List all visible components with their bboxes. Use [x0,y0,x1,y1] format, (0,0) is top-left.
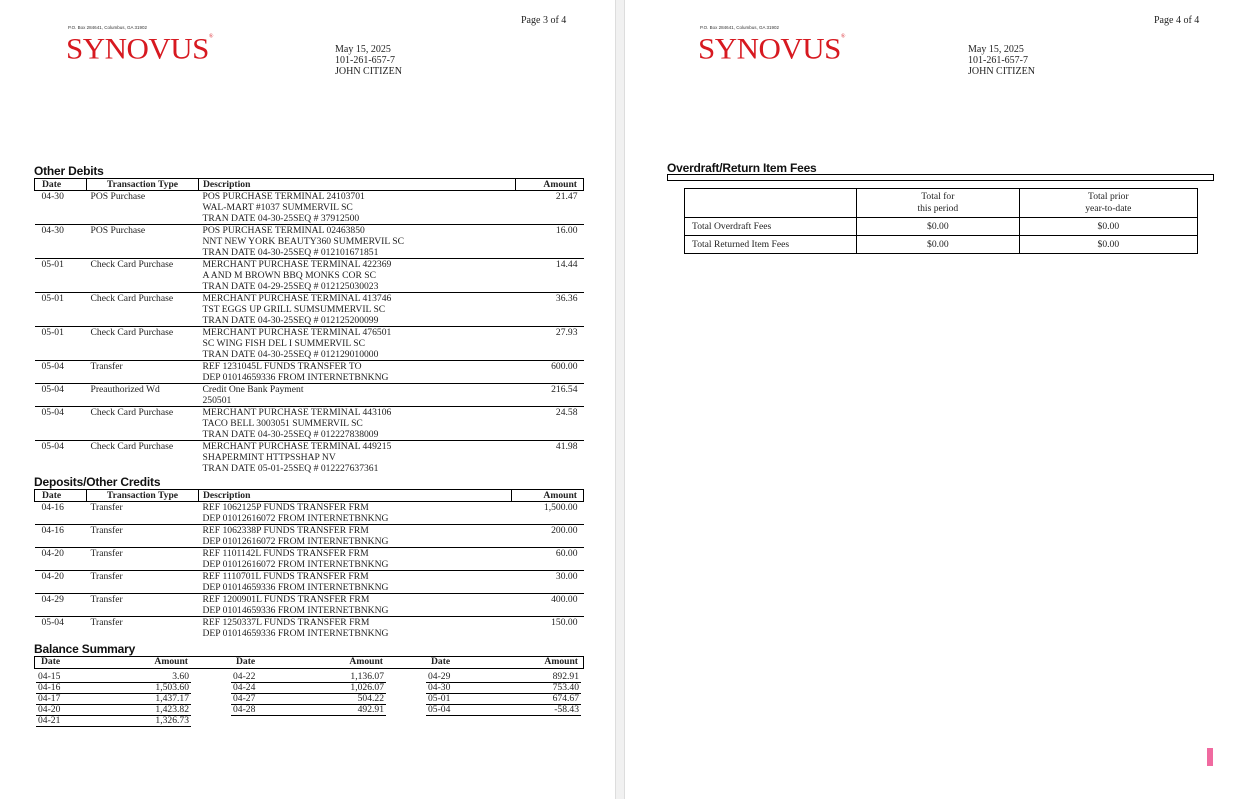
description-line: REF 1062338P FUNDS TRANSFER FRM [202,525,369,536]
fees-title: Overdraft/Return Item Fees [667,161,817,175]
balance-amount: 3.60 [172,671,189,682]
table-row [35,225,584,259]
statement-meta [335,44,402,77]
description-line: TST EGGS UP GRILL SUMSUMMERVIL SC [202,304,386,315]
row-type: Transfer [87,361,199,384]
page-edge-mark [1207,748,1213,766]
table-row [35,441,584,475]
description-line: REF 1062125P FUNDS TRANSFER FRM [202,502,369,513]
synovus-logo: SYNOVUS® [698,31,845,66]
page-number: Page 4 of 4 [1154,15,1200,26]
description-line: TRAN DATE 04-30-25SEQ # 012101671851 [202,247,379,258]
balance-amount: 674.67 [552,693,579,704]
bank-address: P.O. Box 284641, Columbus, GA 31902 [68,25,147,30]
row-amount: 1,500.00 [512,502,584,525]
page-separator [615,0,625,799]
table-row [35,327,584,361]
table-row [35,502,584,525]
col-amount: Amount [154,656,188,667]
fees-header-bar [667,174,1214,181]
row-date: 05-01 [35,327,87,361]
row-amount: 24.58 [516,407,584,441]
row-description [199,441,516,475]
row-amount: 150.00 [551,617,578,628]
description-line: REF 1101142L FUNDS TRANSFER FRM [202,548,369,559]
account-holder: JOHN CITIZEN [335,66,402,77]
row-type: Transfer [90,617,123,628]
description-line: MERCHANT PURCHASE TERMINAL 413746 [202,293,392,304]
row-type: POS Purchase [87,225,199,259]
row-description [199,191,516,225]
row-description [199,293,516,327]
account-holder: JOHN CITIZEN [968,66,1035,77]
synovus-logo: SYNOVUS® [66,31,213,66]
row-type: Transfer [87,502,199,525]
row-amount: 600.00 [516,361,584,384]
balance-amount: 753.40 [552,682,579,693]
col-amount: Amount [512,490,584,502]
balance-date: 04-22 [233,671,256,682]
row-type: Transfer [87,525,199,548]
description-line: POS PURCHASE TERMINAL 02463850 [202,225,365,236]
balance-row [231,705,386,716]
row-description [199,361,516,384]
row-amount: 27.93 [516,327,584,361]
balance-date: 05-01 [428,693,451,704]
table-row [35,384,584,407]
balance-header [34,656,584,669]
row-type: Check Card Purchase [90,441,174,452]
description-line: DEP 01012616072 FROM INTERNETBNKNG [202,536,389,547]
balance-date: 05-04 [428,704,451,715]
balance-amount: 892.91 [552,671,579,682]
row-amount: 16.00 [516,225,584,259]
row-description [199,225,516,259]
row-amount: 14.44 [516,259,584,293]
table-row [35,548,584,571]
col-type: Transaction Type [87,490,199,502]
col-amount: Amount [544,656,578,667]
balance-date: 04-17 [38,693,61,704]
statement-meta [968,44,1035,77]
row-type: Check Card Purchase [87,293,199,327]
table-row [35,594,584,617]
balance-amount: 1,136.07 [350,671,384,682]
description-line: 250501 [202,395,232,406]
row-amount: 41.98 [555,441,578,452]
balance-date: 04-29 [428,671,451,682]
balance-amount: 504.22 [357,693,384,704]
row-date: 05-01 [35,293,87,327]
col-date: Date [35,179,87,191]
table-row [35,571,584,594]
balance-date: 04-27 [233,693,256,704]
description-line: MERCHANT PURCHASE TERMINAL 443106 [202,407,392,418]
balance-date: 04-21 [38,715,61,726]
row-date: 04-20 [35,548,87,571]
description-line: A AND M BROWN BBQ MONKS COR SC [202,270,377,281]
col-date: Date [41,656,61,667]
description-line: TRAN DATE 04-30-25SEQ # 012125200099 [202,315,379,326]
statement-date: May 15, 2025 [335,44,391,55]
row-date: 04-20 [35,571,87,594]
balance-date: 04-16 [38,682,61,693]
row-date: 04-16 [35,502,87,525]
row-type: Transfer [87,548,199,571]
description-line: TRAN DATE 04-30-25SEQ # 012129010000 [202,349,379,360]
row-date: 04-29 [35,594,87,617]
description-line: TRAN DATE 04-30-25SEQ # 37912500 [202,213,360,224]
balance-amount: 1,423.82 [155,704,189,715]
balance-amount: -58.43 [554,704,579,715]
row-description [199,594,512,617]
balance-row [36,716,191,727]
description-line: DEP 01014659336 FROM INTERNETBNKNG [202,628,389,639]
balance-amount: 1,503.60 [155,682,189,693]
row-type: Check Card Purchase [87,327,199,361]
description-line: POS PURCHASE TERMINAL 24103701 [202,191,365,202]
account-number: 101-261-657-7 [968,55,1028,66]
fee-row: Total Overdraft Fees $0.00 $0.00 [685,218,1198,236]
description-line: NNT NEW YORK BEAUTY360 SUMMERVIL SC [202,236,405,247]
row-type: Check Card Purchase [87,407,199,441]
col-date: Date [431,656,451,667]
table-row [35,407,584,441]
deposits-table [34,489,584,639]
description-line: DEP 01014659336 FROM INTERNETBNKNG [202,372,389,383]
table-row [35,525,584,548]
other-debits-title: Other Debits [34,164,104,178]
table-row [35,191,584,225]
row-description [199,384,516,407]
balance-amount: 492.91 [357,704,384,715]
row-description [199,617,512,640]
row-amount: 30.00 [512,571,584,594]
description-line: REF 1110701L FUNDS TRANSFER FRM [202,571,369,582]
deposits-title: Deposits/Other Credits [34,475,161,489]
col-amount: Amount [516,179,584,191]
description-line: SHAPERMINT HTTPSSHAP NV [202,452,336,463]
statement-page-4 [625,0,1250,799]
balance-summary-title: Balance Summary [34,642,136,656]
description-line: REF 1200901L FUNDS TRANSFER FRM [202,594,370,605]
description-line: DEP 01012616072 FROM INTERNETBNKNG [202,513,389,524]
fees-table [684,188,1198,254]
row-amount: 400.00 [512,594,584,617]
balance-date: 04-30 [428,682,451,693]
row-date: 04-30 [35,191,87,225]
table-row [35,617,584,640]
row-type: Preauthorized Wd [87,384,199,407]
col-period: Total for this period [857,189,1020,218]
description-line: MERCHANT PURCHASE TERMINAL 422369 [202,259,392,270]
row-type: Transfer [87,571,199,594]
table-row [35,361,584,384]
table-row [35,293,584,327]
balance-amount: 1,026.07 [350,682,384,693]
row-amount: 21.47 [516,191,584,225]
balance-date: 04-24 [233,682,256,693]
description-line: TACO BELL 3003051 SUMMERVIL SC [202,418,363,429]
col-amount: Amount [349,656,383,667]
row-amount: 216.54 [516,384,584,407]
description-line: DEP 01014659336 FROM INTERNETBNKNG [202,605,389,616]
row-description [199,407,516,441]
row-description [199,571,512,594]
balance-row [426,705,581,716]
col-type: Transaction Type [87,179,199,191]
col-description: Description [199,179,516,191]
row-amount: 200.00 [512,525,584,548]
row-date: 05-04 [35,384,87,407]
description-line: DEP 01012616072 FROM INTERNETBNKNG [202,559,389,570]
row-date: 05-04 [35,407,87,441]
row-amount: 36.36 [516,293,584,327]
row-description [199,548,512,571]
row-type: Transfer [87,594,199,617]
row-type: POS Purchase [87,191,199,225]
row-description [199,502,512,525]
description-line: WAL-MART #1037 SUMMERVIL SC [202,202,353,213]
col-date: Date [35,490,87,502]
description-line: TRAN DATE 04-29-25SEQ # 012125030023 [202,281,379,292]
fee-row: Total Returned Item Fees $0.00 $0.00 [685,236,1198,254]
row-date: 05-04 [41,441,64,452]
account-number: 101-261-657-7 [335,55,395,66]
balance-date: 04-28 [233,704,256,715]
description-line: SC WING FISH DEL I SUMMERVIL SC [202,338,366,349]
balance-date: 04-20 [38,704,61,715]
balance-amount: 1,326.73 [155,715,189,726]
description-line: MERCHANT PURCHASE TERMINAL 449215 [202,441,392,452]
balance-date: 04-15 [38,671,61,682]
bank-address: P.O. Box 284641, Columbus, GA 31902 [700,25,779,30]
row-amount: 60.00 [512,548,584,571]
statement-date: May 15, 2025 [968,44,1024,55]
balance-summary [34,656,584,726]
row-date: 05-04 [41,617,64,628]
table-row [35,259,584,293]
description-line: DEP 01014659336 FROM INTERNETBNKNG [202,582,389,593]
description-line: REF 1231045L FUNDS TRANSFER TO [202,361,362,372]
description-line: REF 1250337L FUNDS TRANSFER FRM [202,617,370,628]
other-debits-table [34,178,584,474]
row-description [199,259,516,293]
statement-page-3 [0,0,615,799]
col-ytd: Total prior year-to-date [1019,189,1197,218]
row-date: 04-30 [35,225,87,259]
description-line: TRAN DATE 04-30-25SEQ # 012227838009 [202,429,379,440]
page-number: Page 3 of 4 [521,15,567,26]
description-line: MERCHANT PURCHASE TERMINAL 476501 [202,327,392,338]
row-type: Check Card Purchase [87,259,199,293]
row-date: 05-04 [35,361,87,384]
description-line: Credit One Bank Payment [202,384,304,395]
description-line: TRAN DATE 05-01-25SEQ # 012227637361 [202,463,379,474]
col-description: Description [199,490,512,502]
row-date: 05-01 [35,259,87,293]
row-description [199,525,512,548]
row-description [199,327,516,361]
col-date: Date [236,656,256,667]
row-date: 04-16 [35,525,87,548]
balance-amount: 1,437.17 [155,693,189,704]
